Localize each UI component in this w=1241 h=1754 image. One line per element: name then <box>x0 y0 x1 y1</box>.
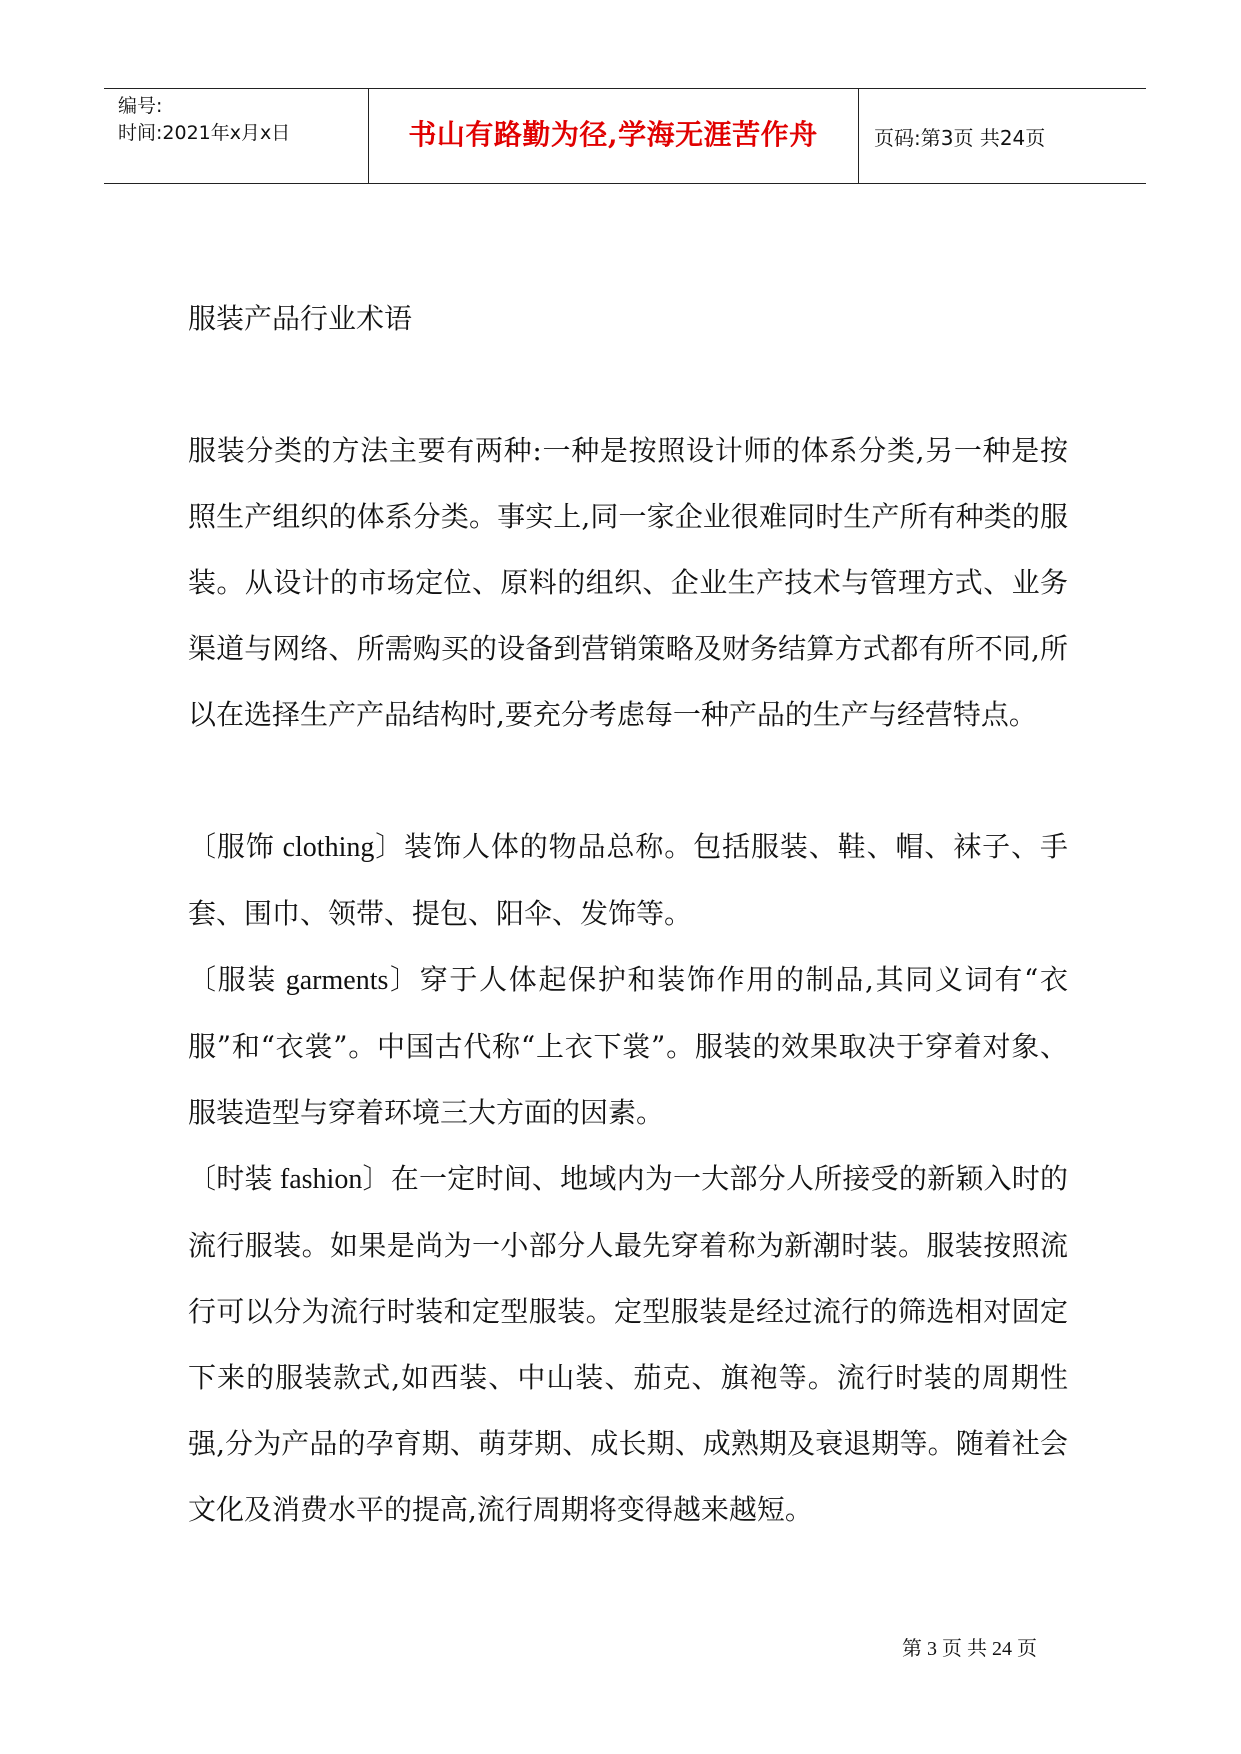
header-divider <box>858 89 859 183</box>
term-label: 〔时装 fashion〕 <box>188 1164 391 1195</box>
header-motto: 书山有路勤为径,学海无涯苦作舟 <box>408 118 818 151</box>
document-header <box>104 88 1146 184</box>
term-definition: 装饰人体的物品总称。包括服装、鞋、帽、袜子、手套、围巾、领带、提包、阳伞、发饰等。 <box>188 830 1068 930</box>
intro-paragraph: 服装分类的方法主要有两种:一种是按照设计师的体系分类,另一种是按照生产组织的体系分类。事实上,同一家企业很难同时生产所有种类的服装。从设计的市场定位、原料的组织、企业生产技术与管理方式、业务渠道与网络、所需购买的设备到营销策略及财务结算方式都有所不同,所以在选择生产产品结构时,要充分考虑每一种产品的生产与经营特点。 <box>188 434 1068 731</box>
term-paragraph-clothing <box>188 814 1068 947</box>
header-meta <box>118 93 290 147</box>
term-paragraph-fashion <box>188 1146 1068 1543</box>
term-definition: 在一定时间、地域内为一大部分人所接受的新颖入时的流行服装。如果是尚为一小部分人最先穿着称为新潮时装。服装按照流行可以分为流行时装和定型服装。定型服装是经过流行的筛选相对固定下来的服装款式,如西装、中山装、茄克、旗袍等。流行时装的周期性强,分为产品的孕育期、萌芽期、成长期、成熟期及衰退期等。随着社会文化及消费水平的提高,流行周期将变得越来越短。 <box>188 1162 1068 1526</box>
term-label: 〔服饰 clothing〕 <box>188 832 405 863</box>
term-definition: 穿于人体起保护和装饰作用的制品,其同义词有“衣服”和“衣裳”。中国古代称“上衣下裳”。服装的效果取决于穿着对象、服装造型与穿着环境三大方面的因素。 <box>188 963 1069 1129</box>
term-paragraph-garments <box>188 947 1068 1146</box>
document-title: 服装产品行业术语 <box>188 302 413 335</box>
header-time: 时间:2021年x月x日 <box>118 122 291 144</box>
header-page-info: 页码:第3页 共24页 <box>874 126 1046 150</box>
document-body <box>188 286 1068 1543</box>
page-footer: 第 3 页 共 24 页 <box>902 1638 1037 1660</box>
term-label: 〔服装 garments〕 <box>188 965 420 996</box>
header-number-label: 编号: <box>118 95 163 117</box>
